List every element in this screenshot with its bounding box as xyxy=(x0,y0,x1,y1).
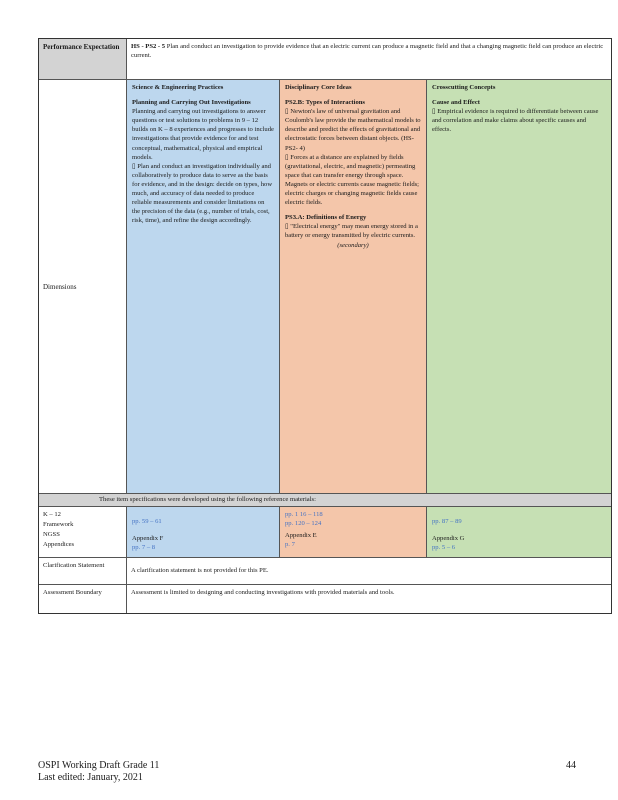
pe-table xyxy=(38,38,612,614)
sep-intro: Planning and carrying out investigations to answer questions or test solutions to problems in 9 – 12 builds on K – 8 experiences and progresses to include investigations that provide evidence for and test conceptual, mathematical, physical and empirical models. xyxy=(132,108,274,161)
ref-col2-appendix: Appendix E xyxy=(285,532,317,540)
references-labels xyxy=(39,507,127,557)
ref-label-k12: K – 12 xyxy=(43,511,61,518)
dimensions-row xyxy=(39,80,611,494)
ref-col-3 xyxy=(427,507,611,557)
page-number: 44 xyxy=(566,760,576,771)
assessment-row xyxy=(39,585,611,613)
sep-title: Science & Engineering Practices xyxy=(132,84,224,91)
ref-label-appendices: Appendices xyxy=(43,541,75,548)
sep-subtitle: Planning and Carrying Out Investigations xyxy=(132,99,251,107)
assessment-text: Assessment is limited to designing and conducting investigations with provided materials and tools. xyxy=(131,589,395,596)
ref-col3-appendix: Appendix G xyxy=(432,535,465,543)
performance-text xyxy=(127,39,611,79)
ref-col3-pages: pp. 87 – 89 xyxy=(432,518,462,525)
clarification-text: A clarification statement is not provided for this PE. xyxy=(131,567,269,575)
dimensions-label: Dimensions xyxy=(39,80,127,493)
ref-col3-app-pages: pp. 5 – 6 xyxy=(432,544,456,552)
ref-col2-app-pages: p. 7 xyxy=(285,541,295,549)
ref-col2-pages1: pp. 1 16 – 118 xyxy=(285,511,323,518)
ref-col-1 xyxy=(127,507,280,557)
references-intro-row xyxy=(39,494,611,507)
ccc-column xyxy=(427,80,611,493)
ccc-title: Crosscutting Concepts xyxy=(432,84,496,91)
ref-label-ngss: NGSS xyxy=(43,531,60,538)
references-row xyxy=(39,507,611,558)
performance-description: Plan and conduct an investigation to provide evidence that an electric current can produce a magnetic field and that a changing magnetic field can produce an electric current. xyxy=(131,43,604,60)
assessment-label: Assessment Boundary xyxy=(39,585,127,613)
sep-column xyxy=(127,80,280,493)
clarification-label: Clarification Statement xyxy=(39,558,127,584)
footer-line-1: OSPI Working Draft Grade 11 xyxy=(38,760,160,771)
dci-secondary: (secondary) xyxy=(337,241,369,249)
dci-column xyxy=(280,80,427,493)
ref-col-2 xyxy=(280,507,427,557)
ccc-subtitle: Cause and Effect xyxy=(432,99,480,107)
ccc-bullet: ▯ Empirical evidence is required to differentiate between cause and correlation and make claims about specific causes and effects. xyxy=(432,108,599,134)
dci-bullet-3: ▯ "Electrical energy" may mean energy stored in a battery or energy transmitted by electric currents. xyxy=(285,223,418,240)
performance-code: HS - PS2 - 5 xyxy=(131,43,166,50)
dci-sub1: PS2.B: Types of Interactions xyxy=(285,99,365,107)
ref-col2-pages2: pp. 120 – 124 xyxy=(285,520,322,528)
references-intro: These item specifications were developed using the following reference materials: xyxy=(99,496,316,503)
footer-line-2: Last edited: January, 2021 xyxy=(38,772,143,783)
ref-label-framework: Framework xyxy=(43,521,74,528)
clarification-row xyxy=(39,558,611,585)
performance-row xyxy=(39,39,611,80)
performance-label: Performance Expectation xyxy=(39,39,127,79)
dci-title: Disciplinary Core Ideas xyxy=(285,84,352,91)
dci-bullet-2: ▯ Forces at a distance are explained by fields (gravitational, electric, and magnetic) permeating space that can transfer energy through space. Magnets or electric currents cause magnetic fields; electric charges or changing magnetic fields cause electric fields. xyxy=(285,153,420,207)
ref-col1-app-pages: pp. 7 – 8 xyxy=(132,544,156,552)
dci-sub2: PS3.A: Definitions of Energy xyxy=(285,214,367,222)
ref-col1-pages: pp. 59 – 61 xyxy=(132,518,162,525)
dci-bullet-1: ▯ Newton's law of universal gravitation and Coulomb's law provide the mathematical models to describe and predict the effects of gravitational and electrostatic forces between distant objects. (HS- PS2- 4) xyxy=(285,108,421,152)
sep-bullet: ▯ Plan and conduct an investigation individually and collaboratively to produce data to serve as the basis for evidence, and in the design: decide on types, how much, and accuracy of data needed to produce reliable measurements and consider limitations on the precision of the data (e.g., number of trials, cost, risk, time), and refine the design accordingly. xyxy=(132,162,273,225)
ref-col1-appendix: Appendix F xyxy=(132,535,164,543)
footer xyxy=(38,760,159,784)
